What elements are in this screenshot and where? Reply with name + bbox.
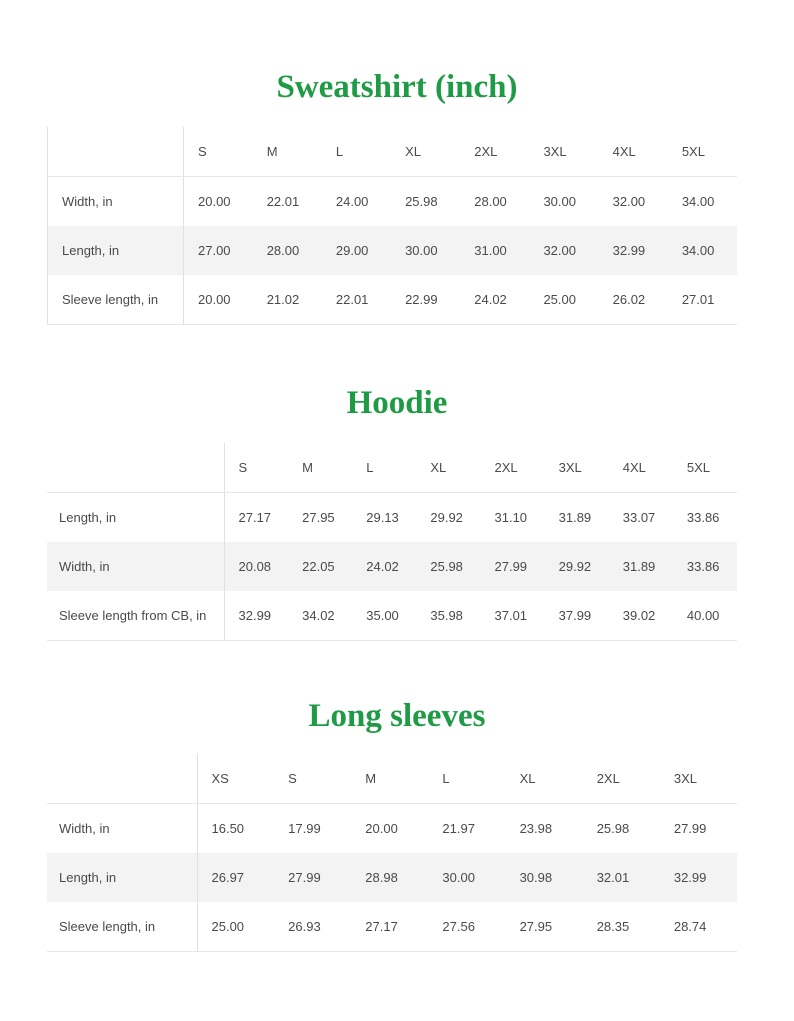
header-corner-cell (47, 754, 197, 804)
measurement-value: 26.93 (274, 902, 351, 952)
size-header-cell: XL (416, 443, 480, 493)
measurement-value: 30.98 (506, 853, 583, 902)
measurement-value: 33.86 (686, 510, 720, 525)
size-header-cell: 4XL (609, 443, 673, 493)
measurement-value: 21.97 (442, 821, 475, 836)
measurement-value: 27.95 (302, 510, 335, 525)
measurement-value: 28.98 (351, 853, 428, 902)
measurement-label: Sleeve length from CB, in (47, 591, 224, 641)
measurement-value: 32.99 (224, 591, 288, 641)
size-header-cell: XS (197, 754, 274, 804)
measurement-label: Sleeve length, in (47, 902, 197, 952)
table-row (47, 493, 737, 543)
table-row (48, 226, 738, 275)
measurement-value: 33.86 (673, 542, 737, 591)
measurement-value: 29.92 (430, 510, 463, 525)
measurement-value: 29.92 (545, 542, 609, 591)
size-header-cell: L (352, 443, 416, 493)
long-sleeves-title: Long sleeves (308, 698, 486, 734)
size-header-cell: 2XL (460, 127, 529, 177)
measurement-value: 29.00 (322, 226, 391, 275)
size-header-cell: S (184, 127, 253, 177)
measurement-value: 27.17 (351, 902, 428, 952)
size-header-cell: M (253, 127, 322, 177)
measurement-label: Length, in (48, 226, 184, 275)
measurement-value: 31.89 (609, 542, 673, 591)
size-header-cell: 3XL (660, 754, 737, 804)
size-header-cell: S (274, 754, 351, 804)
size-header-cell: XL (391, 127, 460, 177)
size-header-cell: 5XL (668, 127, 737, 177)
measurement-value: 28.00 (253, 226, 322, 275)
measurement-value: 34.00 (668, 226, 737, 275)
measurement-value: 23.98 (519, 821, 553, 836)
measurement-label: Width, in (47, 804, 197, 854)
measurement-value: 29.13 (366, 510, 399, 525)
measurement-value: 40.00 (673, 591, 737, 641)
measurement-value: 31.89 (558, 510, 592, 525)
hoodie-title: Hoodie (346, 385, 448, 421)
measurement-value: 21.02 (253, 275, 322, 325)
measurement-value: 32.01 (583, 853, 660, 902)
size-header-cell: L (322, 127, 391, 177)
size-header-cell: 2XL (583, 754, 660, 804)
size-header-cell: M (288, 443, 352, 493)
size-header-cell: S (224, 443, 288, 493)
measurement-value: 16.50 (211, 821, 245, 836)
measurement-value: 25.98 (405, 194, 438, 209)
measurement-value: 26.02 (599, 275, 668, 325)
measurement-value: 27.99 (481, 542, 545, 591)
measurement-value: 25.00 (529, 275, 598, 325)
measurement-value: 27.99 (274, 853, 351, 902)
measurement-value: 32.99 (599, 226, 668, 275)
measurement-value: 32.00 (529, 226, 598, 275)
measurement-value: 27.01 (668, 275, 737, 325)
measurement-value: 20.00 (184, 275, 253, 325)
measurement-value: 34.02 (288, 591, 352, 641)
measurement-value: 17.99 (288, 821, 321, 836)
measurement-value: 22.01 (266, 194, 300, 209)
measurement-label: Width, in (48, 177, 184, 227)
measurement-value: 28.00 (474, 194, 507, 209)
measurement-value: 22.99 (391, 275, 460, 325)
size-header-cell: XL (506, 754, 583, 804)
measurement-label: Width, in (47, 542, 224, 591)
measurement-label: Sleeve length, in (48, 275, 184, 325)
hoodie-size-table (47, 443, 737, 641)
table-row (47, 853, 737, 902)
measurement-value: 27.17 (238, 510, 272, 525)
measurement-value: 37.99 (545, 591, 609, 641)
table-header-row (47, 443, 737, 493)
measurement-value: 28.35 (583, 902, 660, 952)
table-row (48, 275, 738, 325)
measurement-value: 30.00 (428, 853, 505, 902)
measurement-value: 24.02 (460, 275, 529, 325)
measurement-value: 27.00 (184, 226, 253, 275)
measurement-label: Length, in (47, 493, 224, 543)
measurement-value: 30.00 (543, 194, 576, 209)
measurement-value: 30.00 (391, 226, 460, 275)
measurement-label: Length, in (47, 853, 197, 902)
long-sleeves-size-table (47, 754, 737, 952)
size-header-cell: 3XL (529, 127, 598, 177)
table-row (47, 804, 737, 854)
measurement-value: 22.05 (288, 542, 352, 591)
measurement-value: 28.74 (660, 902, 737, 952)
measurement-value: 25.98 (596, 821, 630, 836)
header-corner-cell (47, 443, 224, 493)
measurement-value: 35.98 (416, 591, 480, 641)
measurement-value: 24.00 (335, 194, 369, 209)
table-header-row (47, 754, 737, 804)
size-header-cell: 3XL (545, 443, 609, 493)
size-header-cell: 4XL (599, 127, 668, 177)
measurement-value: 27.95 (506, 902, 583, 952)
measurement-value: 20.00 (365, 821, 398, 836)
measurement-value: 32.00 (612, 194, 646, 209)
measurement-value: 33.07 (622, 510, 656, 525)
measurement-value: 25.98 (416, 542, 480, 591)
table-row (47, 591, 737, 641)
measurement-value: 25.00 (197, 902, 274, 952)
measurement-value: 31.00 (460, 226, 529, 275)
size-header-cell: L (428, 754, 505, 804)
table-header-row (48, 127, 738, 177)
measurement-value: 31.10 (494, 510, 528, 525)
measurement-value: 26.97 (197, 853, 274, 902)
table-row (48, 177, 738, 227)
sweatshirt-title: Sweatshirt (inch) (276, 69, 518, 105)
measurement-value: 27.56 (428, 902, 505, 952)
measurement-value: 20.00 (198, 194, 231, 209)
size-header-cell: M (351, 754, 428, 804)
measurement-value: 37.01 (481, 591, 545, 641)
measurement-value: 32.99 (660, 853, 737, 902)
measurement-value: 24.02 (352, 542, 416, 591)
measurement-value: 35.00 (352, 591, 416, 641)
measurement-value: 39.02 (609, 591, 673, 641)
measurement-value: 27.99 (673, 821, 707, 836)
measurement-value: 34.00 (681, 194, 715, 209)
table-row (47, 902, 737, 952)
size-header-cell: 2XL (481, 443, 545, 493)
size-header-cell: 5XL (673, 443, 737, 493)
sweatshirt-size-table (47, 127, 737, 325)
table-row (47, 542, 737, 591)
header-corner-cell (48, 127, 184, 177)
measurement-value: 22.01 (322, 275, 391, 325)
measurement-value: 20.08 (224, 542, 288, 591)
